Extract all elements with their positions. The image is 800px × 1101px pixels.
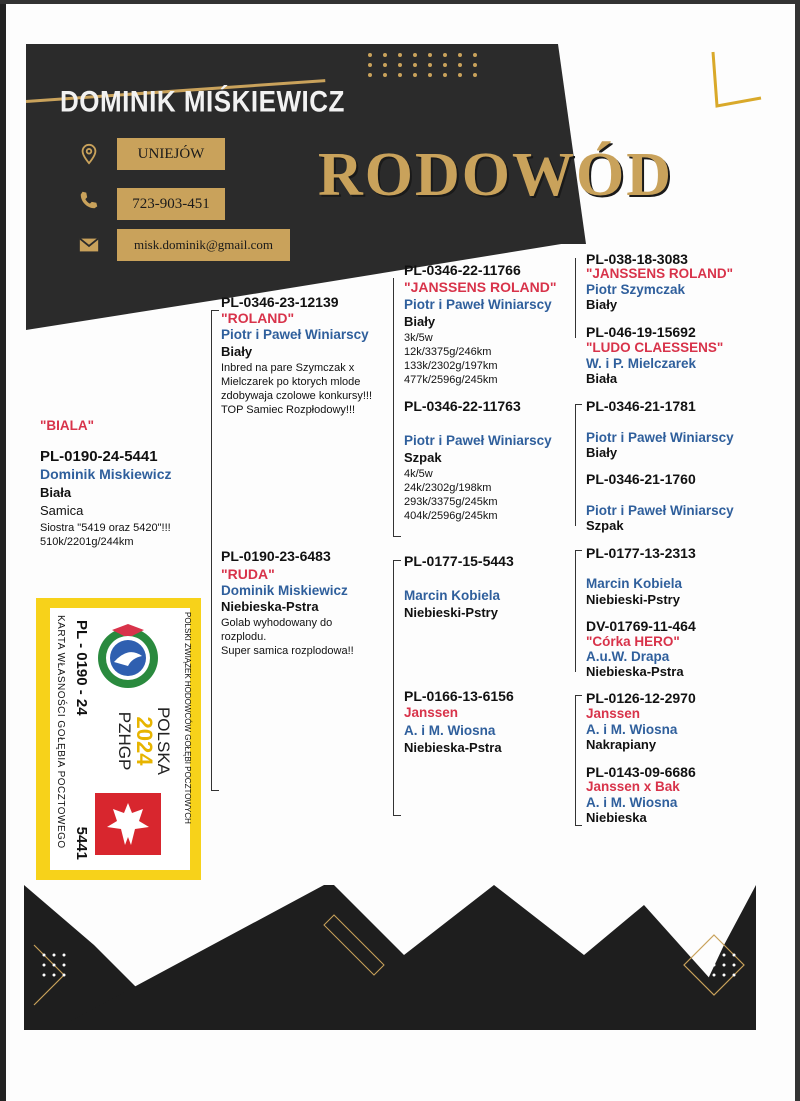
bracket-tick <box>575 825 582 826</box>
card-org: POLSKI ZWIĄZEK HODOWCÓW GOŁĘBI POCZTOWYCH <box>183 612 192 824</box>
bracket-tick <box>393 536 401 537</box>
g8-name: Janssen x Bak <box>586 779 680 794</box>
g5-ring: PL-0177-13-2313 <box>586 545 696 561</box>
g3-color: Biały <box>586 445 618 460</box>
g8-color: Niebieska <box>586 810 647 825</box>
bird-ring: PL-0190-24-5441 <box>40 448 158 465</box>
card-caption-column <box>52 615 66 865</box>
bracket-gen2-sire <box>393 278 394 536</box>
dd-ring: PL-0166-13-6156 <box>404 688 514 704</box>
city-box: UNIEJÓW <box>117 138 225 170</box>
bracket-gen3-2 <box>575 404 576 526</box>
g4-ring: PL-0346-21-1760 <box>586 471 696 487</box>
scan-edge-right <box>795 0 800 1101</box>
sire-note-3: zdobywaja czolowe konkursy!!! <box>221 390 373 402</box>
page-title: RODOWÓD <box>318 141 673 209</box>
g2-breeder: W. i P. Mielczarek <box>586 356 697 371</box>
g7-name: Janssen <box>586 706 641 721</box>
ss-result-3: 133k/2302g/197km <box>404 360 498 372</box>
pzhgp-logo-icon <box>92 622 164 694</box>
g5-breeder: Marcin Kobiela <box>586 576 683 591</box>
bracket-gen3-4 <box>575 695 576 825</box>
dam-note-3: Super samica rozplodowa!! <box>221 645 354 657</box>
phone-icon <box>78 189 100 211</box>
bracket-tick <box>575 550 582 551</box>
sire-color: Biały <box>221 344 253 359</box>
owner-name: DOMINIK MIŚKIEWICZ <box>60 83 345 119</box>
ss-result-1: 3k/5w <box>404 332 433 344</box>
ss-color: Biały <box>404 314 436 329</box>
card-org-column <box>178 612 192 867</box>
polish-eagle-icon <box>95 793 161 855</box>
bracket-tick <box>393 560 401 561</box>
bird-breeder: Dominik Miskiewicz <box>40 466 172 482</box>
dam-ring: PL-0190-23-6483 <box>221 548 331 564</box>
sd-result-2: 24k/2302g/198km <box>404 482 492 494</box>
card-caption: KARTA WŁASNOŚCI GOŁĘBIA POCZTOWEGO <box>55 615 66 849</box>
g4-breeder: Piotr i Paweł Winiarscy <box>586 503 734 518</box>
g6-name: "Córka HERO" <box>586 634 680 649</box>
sd-ring: PL-0346-22-11763 <box>404 398 521 414</box>
bracket-tick <box>575 695 582 696</box>
g2-name: "LUDO CLAESSENS" <box>586 340 724 355</box>
g1-color: Biały <box>586 297 618 312</box>
bracket-gen2-dam <box>393 560 394 815</box>
card-brand <box>116 696 172 786</box>
email-box: misk.dominik@gmail.com <box>117 229 290 261</box>
ss-breeder: Piotr i Paweł Winiarscy <box>404 297 552 312</box>
g2-ring: PL-046-19-15692 <box>586 324 696 340</box>
g6-ring: DV-01769-11-464 <box>586 618 696 634</box>
dam-note-2: rozplodu. <box>221 631 267 643</box>
bracket-gen1 <box>211 310 212 790</box>
dam-note-1: Golab wyhodowany do <box>221 617 333 629</box>
g5-color: Niebieski-Pstry <box>586 592 680 607</box>
dam-name: "RUDA" <box>221 566 275 582</box>
ds-breeder: Marcin Kobiela <box>404 588 501 603</box>
g3-ring: PL-0346-21-1781 <box>586 398 696 414</box>
g7-color: Nakrapiany <box>586 737 657 752</box>
sd-result-4: 404k/2596g/245km <box>404 510 498 522</box>
dd-color: Niebieska-Pstra <box>404 740 502 755</box>
g1-ring: PL-038-18-3083 <box>586 251 688 267</box>
sire-breeder: Piotr i Paweł Winiarscy <box>221 327 369 342</box>
card-ring <box>73 620 90 860</box>
dam-color: Niebieska-Pstra <box>221 599 319 614</box>
bracket-tick <box>211 310 219 311</box>
corner-ornament-icon <box>705 48 765 118</box>
location-pin-icon <box>78 143 100 165</box>
sire-note-4: TOP Samiec Rozpłodowy!!! <box>221 404 356 416</box>
g6-color: Niebieska-Pstra <box>586 664 684 679</box>
dot-pattern-icon <box>365 50 490 80</box>
card-country: POLSKA <box>154 706 173 776</box>
g6-breeder: A.u.W. Drapa <box>586 649 670 664</box>
bird-note-2: 510k/2201g/244km <box>40 536 134 548</box>
bracket-tick <box>575 404 582 405</box>
g8-ring: PL-0143-09-6686 <box>586 764 696 780</box>
card-ring-column <box>68 620 90 860</box>
bird-sex: Samica <box>40 503 84 518</box>
g4-color: Szpak <box>586 518 624 533</box>
sire-note-2: Mielczarek po ktorych mlode <box>221 376 361 388</box>
ss-ring: PL-0346-22-11766 <box>404 262 521 278</box>
sd-result-1: 4k/5w <box>404 468 433 480</box>
g8-breeder: A. i M. Wiosna <box>586 795 678 810</box>
g7-ring: PL-0126-12-2970 <box>586 690 696 706</box>
bracket-gen3-3 <box>575 550 576 672</box>
card-year: 2024 <box>132 716 157 766</box>
sire-note-1: Inbred na pare Szymczak x <box>221 362 355 374</box>
scan-edge-left <box>0 0 6 1101</box>
footer-decoration <box>24 885 756 1030</box>
sd-breeder: Piotr i Paweł Winiarscy <box>404 433 552 448</box>
ss-result-2: 12k/3375g/246km <box>404 346 492 358</box>
bracket-gen3-1 <box>575 258 576 338</box>
ds-ring: PL-0177-15-5443 <box>404 553 514 569</box>
mail-icon <box>78 234 100 256</box>
ds-color: Niebieski-Pstry <box>404 605 498 620</box>
bracket-tick <box>211 790 219 791</box>
dd-breeder: A. i M. Wiosna <box>404 723 496 738</box>
phone-box: 723-903-451 <box>117 188 225 220</box>
g1-breeder: Piotr Szymczak <box>586 282 686 297</box>
sd-color: Szpak <box>404 450 442 465</box>
bird-note-1: Siostra "5419 oraz 5420"!!! <box>40 522 171 534</box>
scan-edge-top <box>0 0 800 4</box>
bird-color: Biała <box>40 485 72 500</box>
g2-color: Biała <box>586 371 618 386</box>
dd-name: Janssen <box>404 705 459 720</box>
card-ring-number: 5441 <box>73 826 90 860</box>
g7-breeder: A. i M. Wiosna <box>586 722 678 737</box>
bird-name: "BIALA" <box>40 418 95 433</box>
sire-name: "ROLAND" <box>221 310 295 326</box>
card-ring-prefix: PL - 0190 - 24 <box>73 620 90 716</box>
g3-breeder: Piotr i Paweł Winiarscy <box>586 430 734 445</box>
card-abbr: PZHGP <box>115 711 134 771</box>
sd-result-3: 293k/3375g/245km <box>404 496 498 508</box>
bracket-tick <box>393 815 401 816</box>
ss-name: "JANSSENS ROLAND" <box>404 279 557 295</box>
dam-breeder: Dominik Miskiewicz <box>221 583 348 598</box>
g1-name: "JANSSENS ROLAND" <box>586 266 734 281</box>
sire-ring: PL-0346-23-12139 <box>221 294 339 310</box>
ss-result-4: 477k/2596g/245km <box>404 374 498 386</box>
card-brand-column <box>112 696 172 786</box>
